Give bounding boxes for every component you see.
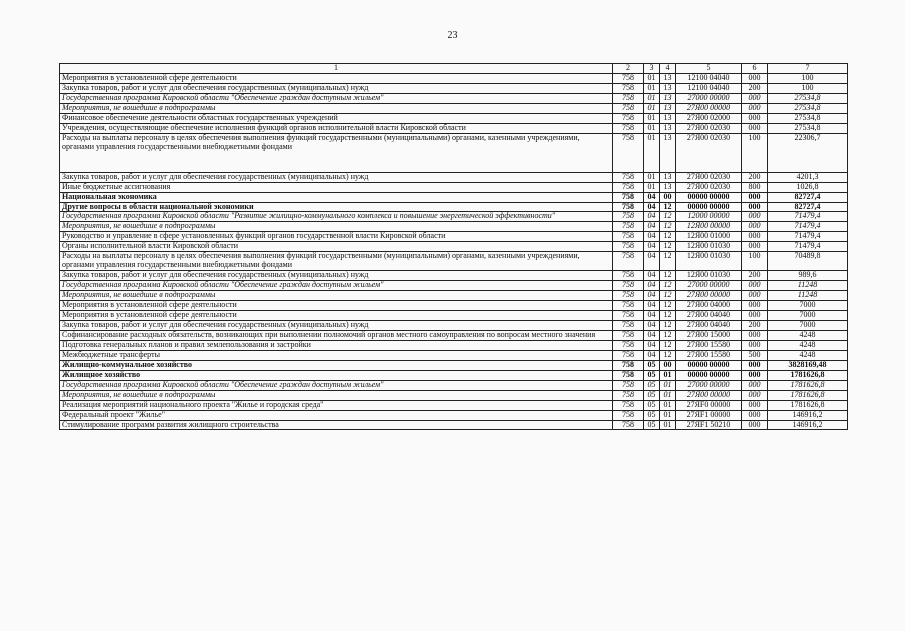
table-row: [60, 360, 848, 370]
target-article-cell: 27ЯF1 00000: [676, 410, 742, 420]
admin-code-cell: 758: [613, 350, 644, 360]
table-row: [60, 410, 848, 420]
admin-code-cell: 758: [613, 73, 644, 83]
item-name-cell: Государственная программа Кировской области "Развитие жилищно-коммунального комплекса и повышение энергетической эффективности": [60, 212, 613, 222]
amount-cell: 1781626,8: [768, 400, 848, 410]
subsection-cell: 13: [660, 93, 676, 103]
admin-code-cell: 758: [613, 232, 644, 242]
section-cell: 05: [644, 420, 660, 430]
section-cell: 04: [644, 330, 660, 340]
target-article-cell: 00000 00000: [676, 192, 742, 202]
admin-code-cell: 758: [613, 400, 644, 410]
expense-type-cell: 000: [742, 390, 768, 400]
section-cell: 04: [644, 222, 660, 232]
table-row: [60, 420, 848, 430]
table-row: [60, 320, 848, 330]
item-name-cell: Закупка товаров, работ и услуг для обеспечения государственных (муниципальных) нужд: [60, 320, 613, 330]
amount-cell: 70489,8: [768, 252, 848, 271]
amount-cell: 146916,2: [768, 420, 848, 430]
table-row: [60, 123, 848, 133]
section-cell: 05: [644, 360, 660, 370]
item-name-cell: Расходы на выплаты персоналу в целях обеспечения выполнения функций государственными (муниципальными) органами, казенными учреждениями, органами управления государственными внебюджетными фондами: [60, 133, 613, 172]
section-cell: 04: [644, 311, 660, 321]
subsection-cell: 13: [660, 172, 676, 182]
table-row: [60, 202, 848, 212]
target-article-cell: 00000 00000: [676, 360, 742, 370]
expense-type-cell: 000: [742, 380, 768, 390]
admin-code-cell: 758: [613, 320, 644, 330]
amount-cell: 4201,3: [768, 172, 848, 182]
header-cell: 3: [644, 64, 660, 74]
header-cell: 7: [768, 64, 848, 74]
expense-type-cell: 100: [742, 252, 768, 271]
target-article-cell: 27Я00 00000: [676, 291, 742, 301]
amount-cell: 989,6: [768, 271, 848, 281]
target-article-cell: 00000 00000: [676, 370, 742, 380]
section-cell: 01: [644, 93, 660, 103]
expense-type-cell: 200: [742, 83, 768, 93]
table-row: [60, 93, 848, 103]
section-cell: 01: [644, 133, 660, 172]
target-article-cell: 12Я00 01030: [676, 271, 742, 281]
expense-type-cell: 200: [742, 271, 768, 281]
section-cell: 04: [644, 212, 660, 222]
header-cell: 5: [676, 64, 742, 74]
admin-code-cell: 758: [613, 172, 644, 182]
target-article-cell: 27Я00 00000: [676, 390, 742, 400]
table-row: [60, 370, 848, 380]
section-cell: 04: [644, 291, 660, 301]
subsection-cell: 13: [660, 113, 676, 123]
section-cell: 01: [644, 73, 660, 83]
target-article-cell: 27Я00 02030: [676, 133, 742, 172]
amount-cell: 1026,8: [768, 182, 848, 192]
table-header-row: [60, 64, 848, 74]
table-row: [60, 83, 848, 93]
admin-code-cell: 758: [613, 103, 644, 113]
subsection-cell: 12: [660, 330, 676, 340]
item-name-cell: Государственная программа Кировской области "Обеспечение граждан доступным жильем": [60, 281, 613, 291]
item-name-cell: Мероприятия в установленной сфере деятельности: [60, 73, 613, 83]
target-article-cell: 27Я00 02030: [676, 172, 742, 182]
item-name-cell: Закупка товаров, работ и услуг для обеспечения государственных (муниципальных) нужд: [60, 271, 613, 281]
amount-cell: 27534,8: [768, 103, 848, 113]
item-name-cell: Национальная экономика: [60, 192, 613, 202]
target-article-cell: 27Я00 02030: [676, 182, 742, 192]
expense-type-cell: 000: [742, 192, 768, 202]
amount-cell: 7000: [768, 301, 848, 311]
target-article-cell: 27Я00 02030: [676, 123, 742, 133]
item-name-cell: Мероприятия в установленной сфере деятельности: [60, 311, 613, 321]
expense-type-cell: 000: [742, 123, 768, 133]
expense-type-cell: 000: [742, 232, 768, 242]
expense-type-cell: 000: [742, 330, 768, 340]
admin-code-cell: 758: [613, 133, 644, 172]
expense-type-cell: 000: [742, 400, 768, 410]
item-name-cell: Мероприятия, не вошедшие в подпрограммы: [60, 390, 613, 400]
expense-type-cell: 000: [742, 281, 768, 291]
admin-code-cell: 758: [613, 222, 644, 232]
admin-code-cell: 758: [613, 291, 644, 301]
admin-code-cell: 758: [613, 281, 644, 291]
admin-code-cell: 758: [613, 182, 644, 192]
amount-cell: 1781626,8: [768, 380, 848, 390]
item-name-cell: Иные бюджетные ассигнования: [60, 182, 613, 192]
subsection-cell: 12: [660, 252, 676, 271]
admin-code-cell: 758: [613, 301, 644, 311]
admin-code-cell: 758: [613, 380, 644, 390]
table-row: [60, 113, 848, 123]
item-name-cell: Реализация мероприятий национального проекта "Жилье и городская среда": [60, 400, 613, 410]
subsection-cell: 12: [660, 202, 676, 212]
section-cell: 01: [644, 172, 660, 182]
table-row: [60, 311, 848, 321]
target-article-cell: 12100 04040: [676, 73, 742, 83]
admin-code-cell: 758: [613, 192, 644, 202]
item-name-cell: Закупка товаров, работ и услуг для обеспечения государственных (муниципальных) нужд: [60, 172, 613, 182]
table-row: [60, 301, 848, 311]
subsection-cell: 12: [660, 232, 676, 242]
expense-type-cell: 000: [742, 73, 768, 83]
section-cell: 04: [644, 242, 660, 252]
expense-type-cell: 000: [742, 202, 768, 212]
subsection-cell: 01: [660, 380, 676, 390]
amount-cell: 4248: [768, 350, 848, 360]
section-cell: 05: [644, 390, 660, 400]
admin-code-cell: 758: [613, 202, 644, 212]
amount-cell: 27534,8: [768, 93, 848, 103]
amount-cell: 27534,8: [768, 123, 848, 133]
subsection-cell: 12: [660, 301, 676, 311]
section-cell: 05: [644, 380, 660, 390]
expense-type-cell: 200: [742, 172, 768, 182]
amount-cell: 7000: [768, 320, 848, 330]
subsection-cell: 12: [660, 281, 676, 291]
header-cell: 6: [742, 64, 768, 74]
amount-cell: 3828169,48: [768, 360, 848, 370]
table-row: [60, 380, 848, 390]
target-article-cell: 27Я00 00000: [676, 103, 742, 113]
target-article-cell: 00000 00000: [676, 202, 742, 212]
section-cell: 04: [644, 252, 660, 271]
section-cell: 01: [644, 123, 660, 133]
expense-type-cell: 000: [742, 301, 768, 311]
target-article-cell: 27ЯF0 00000: [676, 400, 742, 410]
table-row: [60, 350, 848, 360]
amount-cell: 7000: [768, 311, 848, 321]
expense-type-cell: 000: [742, 103, 768, 113]
expense-type-cell: 200: [742, 320, 768, 330]
item-name-cell: Закупка товаров, работ и услуг для обеспечения государственных (муниципальных) нужд: [60, 83, 613, 93]
target-article-cell: 27Я00 02000: [676, 113, 742, 123]
item-name-cell: Государственная программа Кировской области "Обеспечение граждан доступным жильем": [60, 93, 613, 103]
expense-type-cell: 000: [742, 410, 768, 420]
admin-code-cell: 758: [613, 271, 644, 281]
section-cell: 05: [644, 400, 660, 410]
amount-cell: 11248: [768, 291, 848, 301]
target-article-cell: 27ЯF1 50210: [676, 420, 742, 430]
expense-type-cell: 800: [742, 182, 768, 192]
section-cell: 04: [644, 320, 660, 330]
amount-cell: 82727,4: [768, 202, 848, 212]
table-row: [60, 222, 848, 232]
item-name-cell: Органы исполнительной власти Кировской области: [60, 242, 613, 252]
subsection-cell: 12: [660, 212, 676, 222]
target-article-cell: 27Я00 15000: [676, 330, 742, 340]
table-row: [60, 281, 848, 291]
subsection-cell: 12: [660, 320, 676, 330]
target-article-cell: 12Я00 00000: [676, 222, 742, 232]
table-row: [60, 330, 848, 340]
admin-code-cell: 758: [613, 93, 644, 103]
table-row: [60, 103, 848, 113]
section-cell: 04: [644, 202, 660, 212]
expense-type-cell: 000: [742, 311, 768, 321]
expense-type-cell: 000: [742, 222, 768, 232]
admin-code-cell: 758: [613, 330, 644, 340]
amount-cell: 22306,7: [768, 133, 848, 172]
amount-cell: 146916,2: [768, 410, 848, 420]
table-row: [60, 291, 848, 301]
section-cell: 01: [644, 83, 660, 93]
section-cell: 04: [644, 350, 660, 360]
subsection-cell: 01: [660, 400, 676, 410]
target-article-cell: 27Я00 15580: [676, 340, 742, 350]
item-name-cell: Жилищно-коммунальное хозяйство: [60, 360, 613, 370]
section-cell: 05: [644, 370, 660, 380]
item-name-cell: Другие вопросы в области национальной экономики: [60, 202, 613, 212]
subsection-cell: 01: [660, 390, 676, 400]
target-article-cell: 12Я00 01030: [676, 242, 742, 252]
subsection-cell: 13: [660, 123, 676, 133]
subsection-cell: 13: [660, 83, 676, 93]
amount-cell: 1781626,8: [768, 390, 848, 400]
table-row: [60, 232, 848, 242]
budget-table: [59, 63, 848, 430]
item-name-cell: Мероприятия, не вошедшие в подпрограммы: [60, 222, 613, 232]
table-row: [60, 340, 848, 350]
admin-code-cell: 758: [613, 242, 644, 252]
expense-type-cell: 000: [742, 113, 768, 123]
target-article-cell: 12100 04040: [676, 83, 742, 93]
item-name-cell: Федеральный проект "Жилье": [60, 410, 613, 420]
item-name-cell: Мероприятия в установленной сфере деятельности: [60, 301, 613, 311]
table-row: [60, 271, 848, 281]
section-cell: 04: [644, 232, 660, 242]
admin-code-cell: 758: [613, 390, 644, 400]
item-name-cell: Учреждения, осуществляющие обеспечение исполнения функций органов исполнительной власти Кировской области: [60, 123, 613, 133]
subsection-cell: 13: [660, 182, 676, 192]
table-row: [60, 133, 848, 172]
subsection-cell: 12: [660, 291, 676, 301]
header-cell: 4: [660, 64, 676, 74]
item-name-cell: Подготовка генеральных планов и правил землепользования и застройки: [60, 340, 613, 350]
subsection-cell: 12: [660, 340, 676, 350]
target-article-cell: 12Я00 01030: [676, 252, 742, 271]
header-cell: 2: [613, 64, 644, 74]
target-article-cell: 27000 00000: [676, 380, 742, 390]
subsection-cell: 01: [660, 420, 676, 430]
admin-code-cell: 758: [613, 123, 644, 133]
target-article-cell: 27000 00000: [676, 281, 742, 291]
admin-code-cell: 758: [613, 83, 644, 93]
subsection-cell: 13: [660, 73, 676, 83]
table-row: [60, 212, 848, 222]
section-cell: 05: [644, 410, 660, 420]
subsection-cell: 12: [660, 311, 676, 321]
subsection-cell: 13: [660, 103, 676, 113]
section-cell: 04: [644, 281, 660, 291]
section-cell: 01: [644, 182, 660, 192]
item-name-cell: Руководство и управление в сфере установленных функций органов государственной власти Кировской области: [60, 232, 613, 242]
item-name-cell: Жилищное хозяйство: [60, 370, 613, 380]
expense-type-cell: 000: [742, 370, 768, 380]
amount-cell: 71479,4: [768, 212, 848, 222]
item-name-cell: Государственная программа Кировской области "Обеспечение граждан доступным жильем": [60, 380, 613, 390]
amount-cell: 4248: [768, 330, 848, 340]
target-article-cell: 12Я00 01000: [676, 232, 742, 242]
amount-cell: 27534,8: [768, 113, 848, 123]
subsection-cell: 00: [660, 192, 676, 202]
admin-code-cell: 758: [613, 370, 644, 380]
target-article-cell: 12000 00000: [676, 212, 742, 222]
item-name-cell: Мероприятия, не вошедшие в подпрограммы: [60, 103, 613, 113]
expense-type-cell: 000: [742, 420, 768, 430]
expense-type-cell: 000: [742, 242, 768, 252]
subsection-cell: 13: [660, 133, 676, 172]
item-name-cell: Стимулирование программ развития жилищного строительства: [60, 420, 613, 430]
target-article-cell: 27Я00 04040: [676, 311, 742, 321]
table-row: [60, 400, 848, 410]
admin-code-cell: 758: [613, 252, 644, 271]
section-cell: 04: [644, 271, 660, 281]
amount-cell: 11248: [768, 281, 848, 291]
admin-code-cell: 758: [613, 113, 644, 123]
amount-cell: 100: [768, 83, 848, 93]
amount-cell: 1781626,8: [768, 370, 848, 380]
admin-code-cell: 758: [613, 410, 644, 420]
admin-code-cell: 758: [613, 212, 644, 222]
amount-cell: 71479,4: [768, 232, 848, 242]
expense-type-cell: 100: [742, 133, 768, 172]
item-name-cell: Мероприятия, не вошедшие в подпрограммы: [60, 291, 613, 301]
subsection-cell: 12: [660, 271, 676, 281]
section-cell: 01: [644, 113, 660, 123]
admin-code-cell: 758: [613, 340, 644, 350]
target-article-cell: 27Я00 15580: [676, 350, 742, 360]
page-number: 23: [447, 30, 458, 41]
item-name-cell: Межбюджетные трансферты: [60, 350, 613, 360]
amount-cell: 71479,4: [768, 222, 848, 232]
expense-type-cell: 000: [742, 93, 768, 103]
admin-code-cell: 758: [613, 420, 644, 430]
table-row: [60, 192, 848, 202]
section-cell: 04: [644, 301, 660, 311]
subsection-cell: 01: [660, 370, 676, 380]
expense-type-cell: 000: [742, 291, 768, 301]
table-row: [60, 73, 848, 83]
amount-cell: 4248: [768, 340, 848, 350]
section-cell: 04: [644, 192, 660, 202]
item-name-cell: Расходы на выплаты персоналу в целях обеспечения выполнения функций государственными (муниципальными) органами, казенными учреждениями, органами управления государственными внебюджетными фондами: [60, 252, 613, 271]
subsection-cell: 12: [660, 350, 676, 360]
subsection-cell: 00: [660, 360, 676, 370]
expense-type-cell: 000: [742, 360, 768, 370]
table-row: [60, 172, 848, 182]
target-article-cell: 27Я00 04000: [676, 301, 742, 311]
expense-type-cell: 000: [742, 340, 768, 350]
subsection-cell: 12: [660, 242, 676, 252]
table-row: [60, 252, 848, 271]
amount-cell: 82727,4: [768, 192, 848, 202]
table-row: [60, 182, 848, 192]
admin-code-cell: 758: [613, 311, 644, 321]
subsection-cell: 12: [660, 222, 676, 232]
expense-type-cell: 500: [742, 350, 768, 360]
target-article-cell: 27000 00000: [676, 93, 742, 103]
section-cell: 01: [644, 103, 660, 113]
subsection-cell: 01: [660, 410, 676, 420]
table-row: [60, 242, 848, 252]
table-row: [60, 390, 848, 400]
amount-cell: 100: [768, 73, 848, 83]
header-cell: 1: [60, 64, 613, 74]
amount-cell: 71479,4: [768, 242, 848, 252]
item-name-cell: Финансовое обеспечение деятельности областных государственных учреждений: [60, 113, 613, 123]
target-article-cell: 27Я00 04040: [676, 320, 742, 330]
item-name-cell: Софинансирование расходных обязательств, возникающих при выполнении полномочий органов местного самоуправления по вопросам местного значения: [60, 330, 613, 340]
admin-code-cell: 758: [613, 360, 644, 370]
expense-type-cell: 000: [742, 212, 768, 222]
section-cell: 04: [644, 340, 660, 350]
